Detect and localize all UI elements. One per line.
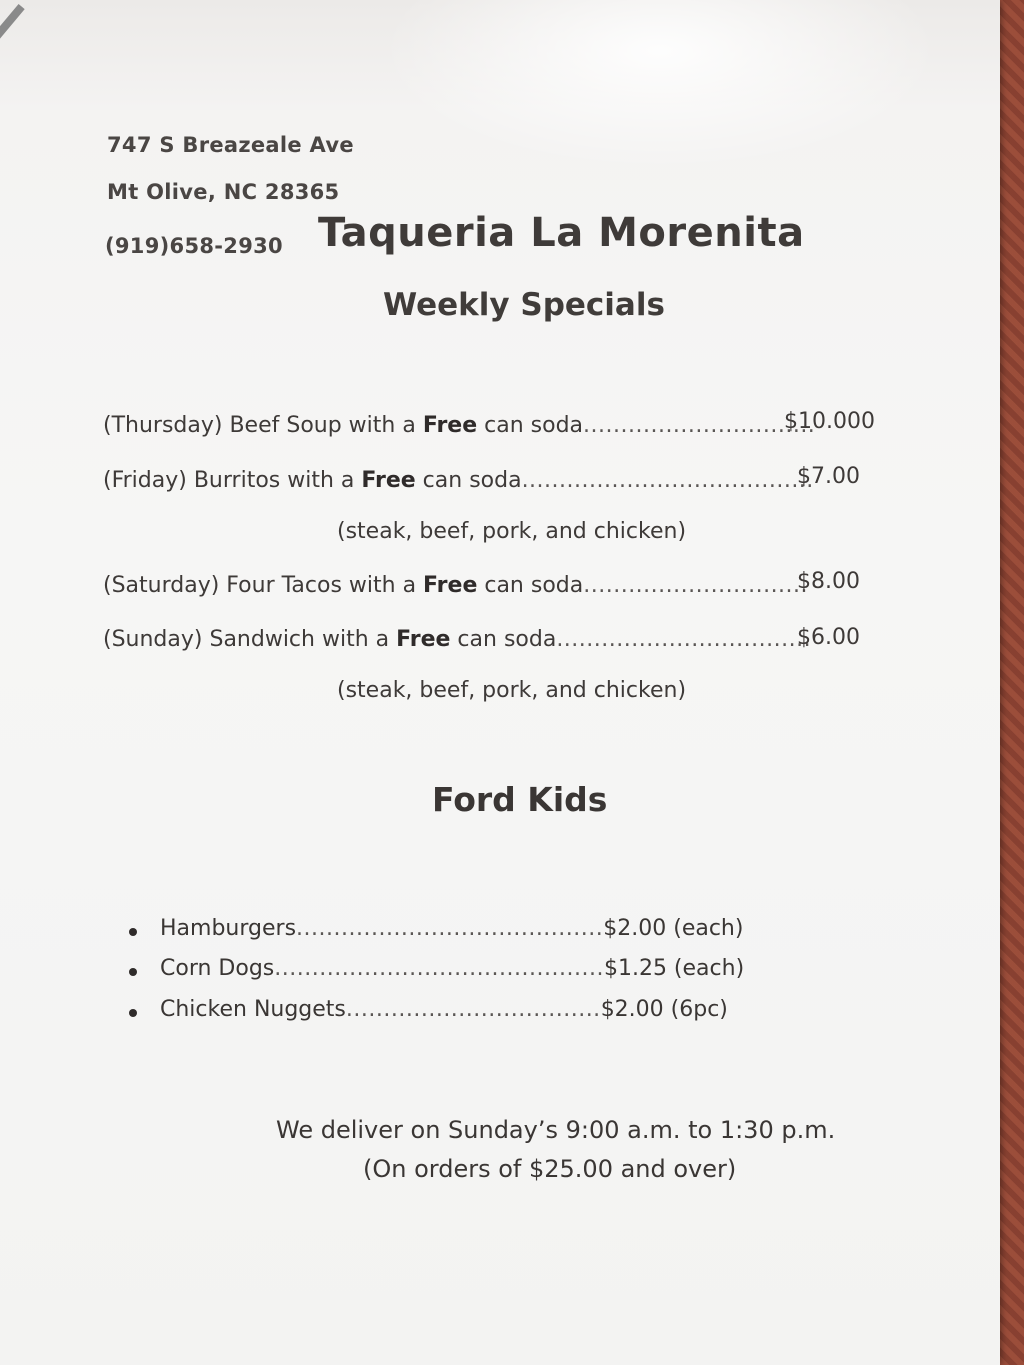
section-title: Weekly Specials [383,287,665,323]
special-friday-price: $7.00 [797,464,860,489]
address-line-2: Mt Olive, NC 28365 [107,180,340,204]
special-label: (Thursday) Beef Soup with a [103,413,423,438]
leader-dots: ............................... [583,413,816,438]
kids-item-price: $2.00 (each) [603,916,744,941]
special-label: (Friday) Burritos with a [103,468,362,493]
kids-item-chicken-nuggets [160,997,728,1022]
kids-heading: Ford Kids [432,780,608,819]
free-label: Free [423,573,478,598]
kids-item-price: $1.25 (each) [603,956,745,981]
kids-item-name: Corn Dogs [160,956,275,981]
fillings-note-2: (steak, beef, pork, and chicken) [337,678,687,703]
special-thursday-price: $10.000 [784,409,875,434]
leader-dots: ......................................... [296,916,604,941]
special-label: (Saturday) Four Tacos with a [103,573,424,598]
special-label: (Sunday) Sandwich with a [103,627,397,652]
special-suffix: can soda [415,468,522,493]
special-thursday [103,413,815,438]
leader-dots: .............................. [583,573,809,598]
plastic-glare [380,0,940,170]
metal-clip [0,4,25,55]
free-label: Free [396,627,451,652]
address-line-1: 747 S Breazeale Ave [107,133,354,157]
special-suffix: can soda [477,573,584,598]
leader-dots: ............................................ [274,956,604,981]
special-saturday [103,573,808,598]
bullet-icon [129,968,137,976]
fillings-note-1: (steak, beef, pork, and chicken) [337,519,687,544]
special-suffix: can soda [477,413,584,438]
bullet-icon [129,928,137,936]
restaurant-name: Taqueria La Morenita [318,210,805,256]
kids-item-price: $2.00 (6pc) [600,997,728,1022]
special-suffix: can soda [450,627,557,652]
kids-item-name: Chicken Nuggets [160,997,346,1022]
free-label: Free [422,413,478,438]
leader-dots: .................................. [345,997,601,1022]
leader-dots: ....................................... [521,468,814,493]
delivery-minimum: (On orders of $25.00 and over) [363,1155,737,1183]
special-sunday [103,627,811,652]
kids-item-name: Hamburgers [160,916,297,941]
special-friday [103,468,814,493]
free-label: Free [361,468,416,493]
phone-number: (919)658-2930 [105,234,283,258]
special-saturday-price: $8.00 [797,569,860,594]
delivery-hours: We deliver on Sunday’s 9:00 a.m. to 1:30 p.m. [276,1116,836,1144]
kids-item-corn-dogs [160,956,744,981]
leader-dots: .................................. [556,627,812,652]
bullet-icon [129,1009,137,1017]
special-sunday-price: $6.00 [797,625,860,650]
kids-item-hamburgers [160,916,743,941]
